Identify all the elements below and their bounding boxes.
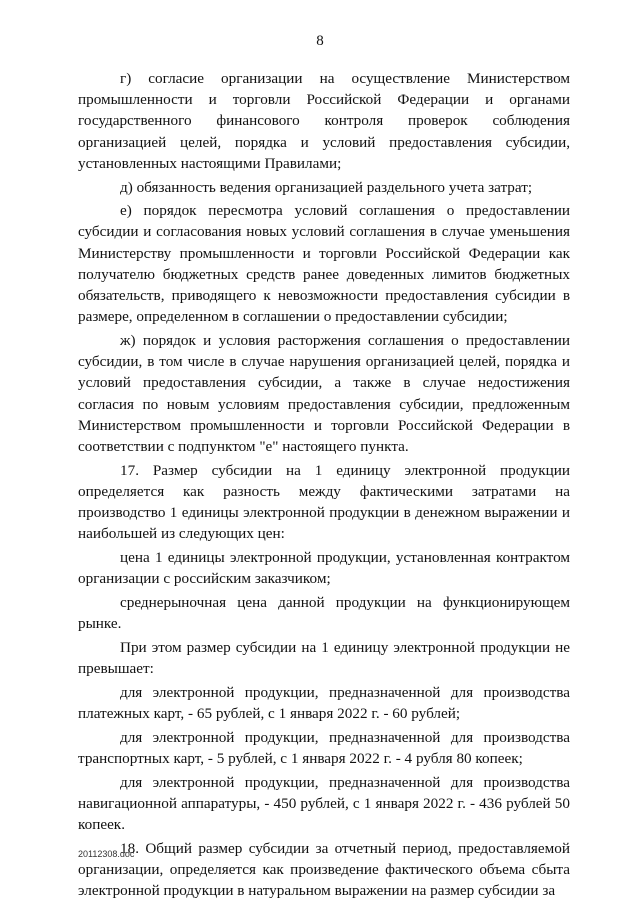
paragraph-17: 17. Размер субсидии на 1 единицу электронной продукции определяется как разность между фактическими затратами на производство 1 единицы электронной продукции в денежном выражении и наибольшей из следующих цен:: [78, 461, 570, 543]
subsidy-limit-intro: При этом размер субсидии на 1 единицу электронной продукции не превышает:: [78, 638, 570, 677]
paragraph-g: г) согласие организации на осуществление Министерством промышленности и торговли Российской Федерации и органами государственного финансового контроля проверок соблюдения организацией целей, порядка и условий предоставления субсидии, установленных настоящими Правилами;: [78, 70, 570, 172]
paragraph-d: д) обязанность ведения организацией раздельного учета затрат;: [120, 178, 533, 196]
price-item-market: среднерыночная цена данной продукции на функционирующем рынке.: [78, 593, 570, 633]
limit-navigation: для электронной продукции, предназначенной для производства навигационной аппаратуры, - 450 рублей, с 1 января 2022 г. - 436 рублей 50 копеек.: [78, 773, 570, 833]
paragraph-18: 18. Общий размер субсидии за отчетный период, предоставляемой организации, определяется как произведение фактического объема сбыта электронной продукции в натуральном выражении на размер субсидии за: [78, 839, 570, 900]
footer-filename: 20112308.doc: [78, 849, 135, 859]
paragraph-e: е) порядок пересмотра условий соглашения о предоставлении субсидии и согласования новых условий соглашения в случае уменьшения Министерству промышленности и торговли Российской Федерации как получателю бюджетных средств ранее доведенных лимитов бюджетных обязательств, приводящего к невозможности предоставления субсидии в размере, определенном в соглашении о предоставлении субсидии;: [78, 202, 570, 326]
price-item-contract: цена 1 единицы электронной продукции, установленная контрактом организации с российским заказчиком;: [78, 548, 570, 588]
limit-payment-cards: для электронной продукции, предназначенной для производства платежных карт, - 65 рублей, с 1 января 2022 г. - 60 рублей;: [78, 683, 570, 722]
limit-transport-cards: для электронной продукции, предназначенной для производства транспортных карт, - 5 рублей, с 1 января 2022 г. - 4 рубля 80 копеек;: [78, 728, 570, 767]
page-number: 8: [316, 33, 324, 49]
paragraph-zh: ж) порядок и условия расторжения соглашения о предоставлении субсидии, в том числе в случае нарушения организацией целей, порядка и условий предоставления субсидии, а также в случае недостижения согласия по новым условиям предоставления субсидии, предложенным Министерством промышленности и торговли Российской Федерации в соответствии с подпунктом "е" настоящего пункта.: [78, 331, 570, 455]
document-body: [78, 68, 570, 904]
